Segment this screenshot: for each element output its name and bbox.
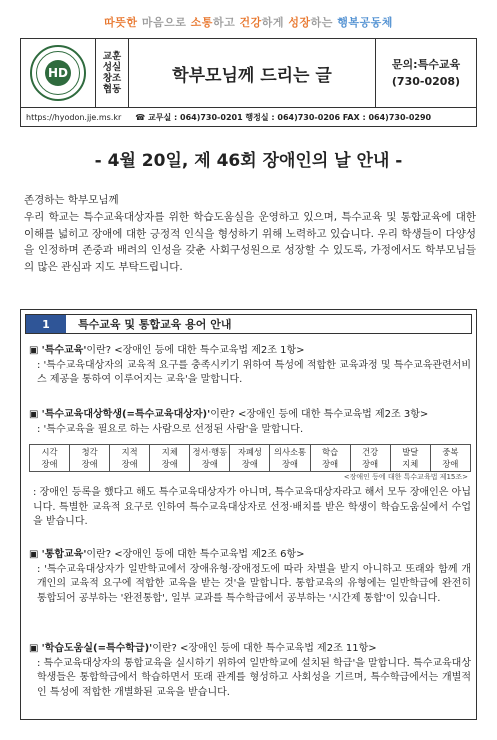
school-slogan [0, 14, 497, 30]
disability-type-word: 장애 [81, 459, 98, 469]
school-motto [96, 39, 129, 107]
disability-type-cell [390, 445, 430, 472]
contact-info [376, 39, 476, 107]
disability-type-cell [150, 445, 190, 472]
term-name: '학습도움실(=특수학급)' [41, 643, 153, 654]
term-learning-support-room [29, 642, 471, 700]
section-title: 특수교육 및 통합교육 용어 안내 [78, 318, 232, 331]
slogan-part: 하는 [310, 16, 338, 29]
disability-type-cell [110, 445, 150, 472]
motto-word: 성실 [102, 62, 122, 73]
term-reference: 이란? <장애인 등에 대한 특수교육법 제2조 11항> [152, 643, 377, 654]
disability-type-word: 발달 [402, 447, 419, 457]
disability-type-word: 장애 [362, 459, 379, 469]
item-marker: ▣ [29, 345, 39, 356]
letter-title: 학부모님께 드리는 글 [129, 39, 376, 107]
disability-type-word: 장애 [121, 459, 138, 469]
disability-type-cell [270, 445, 310, 472]
seal-mark: HD [45, 60, 71, 86]
slogan-part: 성장 [288, 16, 311, 29]
disability-type-word: 장애 [41, 459, 58, 469]
item-marker: ▣ [29, 643, 39, 654]
term-name: '통합교육' [41, 549, 87, 560]
disability-type-cell [430, 445, 470, 472]
school-seal-icon [30, 45, 86, 101]
slogan-part: 하고 [212, 16, 240, 29]
disability-type-word: 지체 [402, 459, 419, 469]
disability-type-word: 자폐성 [237, 447, 262, 457]
slogan-part: 하게 [261, 16, 289, 29]
motto-label: 교훈 [102, 51, 122, 62]
disability-type-cell [70, 445, 110, 472]
term-question [29, 344, 471, 359]
term-reference: 이란? <장애인 등에 대한 특수교육법 제2조 3항> [210, 409, 429, 420]
disability-type-word: 장애 [322, 459, 339, 469]
term-inclusive-education [29, 548, 471, 606]
disability-type-cell [190, 445, 230, 472]
disability-type-cell [350, 445, 390, 472]
disability-type-word: 장애 [442, 459, 459, 469]
slogan-part: 마음으로 [137, 16, 191, 29]
slogan-part: 소통 [190, 16, 213, 29]
slogan-part: 따뜻한 [104, 16, 138, 29]
greeting: 존경하는 학부모님께 [24, 194, 119, 206]
disability-type-word: 지적 [121, 447, 138, 457]
disability-type-word: 정서·행동 [192, 447, 228, 457]
term-question [29, 548, 471, 563]
phone-numbers: ☎ 교무실 : 064)730-0201 행정실 : 064)730-0206 FAX : 064)730-0290 [135, 112, 432, 122]
school-url-link[interactable]: https://hyodon.jje.ms.kr [26, 112, 122, 122]
registration-text: : 장애인 등록을 했다고 해도 특수교육대상자가 아니며, 특수교육대상자라고 해서 모두 장애인은 아닙니다. 특별한 교육적 요구로 인하여 특수교육대상자로 선정·배치를 받은 학생이 학습도움실에서 수업을 받습니다. [33, 487, 471, 527]
info-bar [20, 108, 477, 127]
disability-type-word: 시각 [41, 447, 58, 457]
disability-type-word: 장애 [201, 459, 218, 469]
term-reference: 이란? <장애인 등에 대한 특수교육법 제2조 1항> [86, 345, 305, 356]
disability-type-cell [310, 445, 350, 472]
section-number: 1 [26, 315, 66, 333]
term-definition: : '특수교육을 필요로 하는 사람으로 선정된 사람'을 말합니다. [37, 423, 304, 435]
term-name: '특수교육대상학생(=특수교육대상자)' [41, 409, 211, 420]
motto-word: 창조 [102, 73, 122, 84]
terms-section [20, 309, 477, 720]
disability-type-word: 의사소통 [273, 447, 307, 457]
item-marker: ▣ [29, 409, 39, 420]
table-source-note: <장애인 등에 대한 특수교육법 제15조> [343, 473, 468, 481]
disability-type-word: 장애 [241, 459, 258, 469]
term-definition: : '특수교육대상자의 교육적 요구를 충족시키기 위하여 특성에 적합한 교육과정 및 특수교육관련서비스 제공을 통하여 이루어지는 교육'을 말합니다. [37, 359, 471, 385]
logo-cell [21, 39, 96, 107]
disability-type-word: 지체 [161, 447, 178, 457]
disability-type-word: 장애 [161, 459, 178, 469]
term-definition: : '특수교육대상자가 일반학교에서 장애유형·장애정도에 따라 차별을 받지 아니하고 또래와 함께 개개인의 교육적 요구에 적합한 교육을 받는 것'을 말합니다. 통합교육의 유형에는 일반학급에 완전히 통합되어 공부하는 '완전통합', 일부 교과를 특수학급에서 공부하는 '시간제 통합'이 있습니다. [37, 563, 471, 604]
item-marker: ▣ [29, 549, 39, 560]
intro-paragraph: 우리 학교는 특수교육대상자를 위한 학습도움실을 운영하고 있으며, 특수교육 및 통합교육에 대한 이해를 넓히고 장애에 대한 긍정적 인식을 형성하기 위해 노력하고 있습니다. 우리 학생들이 다양성을 인정하며 존중과 배려의 인성을 갖춘 사회구성원으로 성장할 수 있도록, 가정에서도 학부모님들의 많은 관심과 지도 부탁드립니다. [24, 211, 476, 273]
disability-type-word: 중복 [442, 447, 459, 457]
disability-type-cell [230, 445, 270, 472]
registration-note [29, 486, 471, 530]
slogan-part: 건강 [239, 16, 262, 29]
disability-type-word: 장애 [281, 459, 299, 469]
disability-type-word: 학습 [322, 447, 339, 457]
disability-type-word: 청각 [81, 447, 98, 457]
term-question [29, 642, 471, 657]
term-reference: 이란? <장애인 등에 대한 특수교육법 제2조 6항> [86, 549, 305, 560]
disability-type-cell [30, 445, 70, 472]
disability-type-word: 건강 [362, 447, 379, 457]
section-header [25, 314, 472, 334]
slogan-part: 행복공동체 [337, 16, 393, 29]
contact-label: 문의:특수교육 [391, 58, 461, 71]
disability-row [30, 445, 471, 472]
term-definition: : 특수교육대상자의 통합교육을 실시하기 위하여 일반학교에 설치된 학급'을 말합니다. 특수교육대상학생들은 통합학급에서 학습하면서 또래 관계를 형성하고 사회성을 기르며, 특수학급에서는 개별적인 특성에 적합한 개별화된 교육을 받습니다. [37, 657, 471, 698]
letter-header [20, 38, 477, 108]
term-question [29, 408, 471, 423]
term-special-education-student [29, 408, 471, 437]
disability-types-table [29, 444, 471, 472]
motto-word: 협동 [102, 84, 122, 95]
term-special-education [29, 344, 471, 388]
notice-headline: - 4월 20일, 제 46회 장애인의 날 안내 - [94, 151, 403, 171]
term-name: '특수교육' [41, 345, 87, 356]
contact-code: (730-0208) [391, 75, 461, 88]
